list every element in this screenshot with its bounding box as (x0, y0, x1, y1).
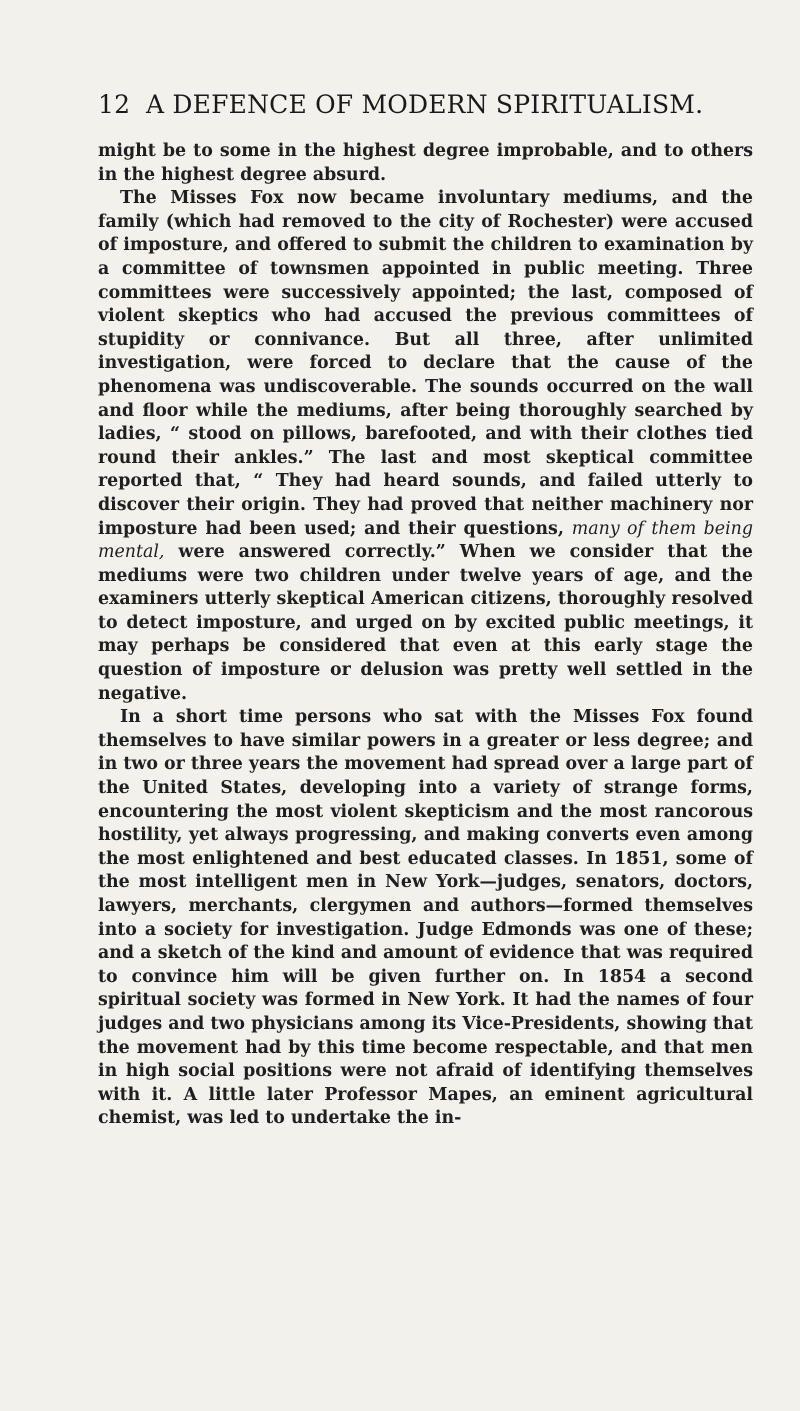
paragraph-text: The Misses Fox now became involuntary mediums, and the family (which had removed to the city of Rochester) were accused of imposture, and offered to submit the children to examination by a committee of townsmen appointed in public meeting. Three committees were successively appointed; the last, composed of violent skeptics who had accused the previous committees of stupidity or connivance. But all three, after unlimited investigation, were forced to declare that the cause of the phenomena was undiscoverable. The sounds occurred on the wall and floor while the mediums, after being thoroughly searched by ladies, “ stood on pillows, barefooted, and with their clothes tied round their ankles.” The last and most skeptical committee reported that, “ They had heard sounds, and failed utterly to discover their origin. They had proved that neither machinery nor imposture had been used; and their questions, (98, 188, 753, 539)
paragraph-text: might be to some in the highest degree improbable, and to others in the highest degree absurd. (98, 141, 753, 185)
paragraph-text: were answered correctly.” When we consider that the mediums were two children under twelve years of age, and the examiners utterly skeptical American citizens, thoroughly resolved to detect imposture, and urged on by excited public meetings, it may perhaps be considered that even at this early stage the question of imposture or delusion was pretty well settled in the negative. (98, 542, 753, 704)
page-number: 12 (98, 90, 131, 119)
italic-phrase: many of them being mental, (98, 518, 753, 563)
body-text (98, 140, 753, 1131)
running-title: A DEFENCE OF MODERN SPIRITUALISM. (146, 90, 704, 119)
paragraph-text: In a short time persons who sat with the Misses Fox found themselves to have similar powers in a greater or less degree; and in two or three years the movement had spread over a large part of the United States, developing into a variety of strange forms, encountering the most violent skepticism and the most rancorous hostility, yet always progressing, and making converts even among the most enlightened and best educated classes. In 1851, some of the most intelligent men in New York—judges, senators, doctors, lawyers, merchants, clergymen and authors—formed themselves into a society for investigation. Judge Edmonds was one of these; and a sketch of the kind and amount of evidence that was required to convince him will be given further on. In 1854 a second spiritual society was formed in New York. It had the names of four judges and two physicians among its Vice-Presidents, showing that the movement had by this time become respectable, and that men in high social positions were not afraid of identifying themselves with it. A little later Professor Mapes, an eminent agricultural chemist, was led to undertake the in- (98, 707, 753, 1129)
paragraph-2 (98, 187, 753, 706)
running-header (98, 90, 738, 119)
paragraph-1 (98, 140, 753, 187)
paragraph-3 (98, 706, 753, 1131)
